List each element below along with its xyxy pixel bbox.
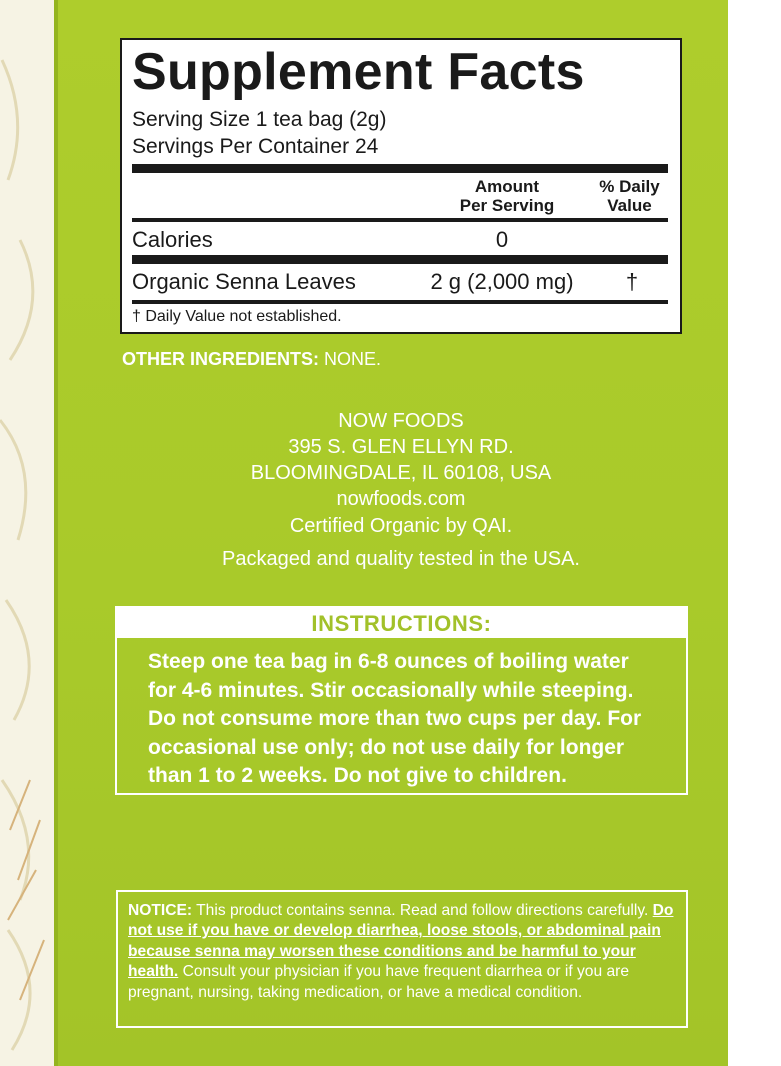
right-margin — [728, 0, 781, 1066]
instructions-line: occasional use only; do not use daily for longer — [148, 735, 625, 759]
notice-label: NOTICE: — [128, 902, 193, 919]
amount-header: Amount Per Serving — [459, 177, 555, 215]
notice-text-consult: Consult your physician if you have frequent diarrhea or if you are pregnant, nursing, taking medication, or have a medical condition. — [128, 963, 629, 1001]
company-name: NOW FOODS — [338, 410, 464, 432]
facts-footnote: † Daily Value not established. — [132, 308, 342, 325]
bottom-divider — [132, 300, 668, 304]
instructions-box — [115, 606, 688, 795]
facts-title: Supplement Facts — [132, 43, 585, 101]
row-calories-label: Calories — [132, 227, 213, 252]
row-senna-label: Organic Senna Leaves — [132, 269, 356, 294]
company-street: 395 S. GLEN ELLYN RD. — [288, 436, 514, 458]
notice-box — [116, 890, 688, 1028]
calories-divider — [132, 255, 668, 264]
header-divider — [132, 218, 668, 222]
notice-text-intro: This product contains senna. Read and follow directions carefully. — [192, 902, 653, 919]
other-ingredients-label: OTHER INGREDIENTS: — [122, 349, 320, 369]
instructions-line: for 4-6 minutes. Stir occasionally while steeping. — [148, 678, 634, 702]
instructions-line: Steep one tea bag in 6-8 ounces of boiling water — [148, 650, 629, 673]
company-address — [120, 408, 682, 512]
thick-divider — [132, 164, 668, 173]
packaged-statement: Packaged and quality tested in the USA. — [221, 548, 580, 570]
notice-warning: Do not use if you have or develop diarrhea, loose stools, or abdominal pain because senna may worsen these conditions and be harmful to your health. — [128, 902, 674, 981]
instructions-line: Do not consume more than two cups per day. For — [148, 707, 642, 730]
left-box-edge — [0, 0, 58, 1066]
company-website: nowfoods.com — [336, 488, 466, 510]
decorative-leaf-pattern — [0, 0, 58, 1066]
instructions-line: than 1 to 2 weeks. Do not give to children. — [148, 764, 567, 787]
notice-text — [128, 901, 680, 1003]
daily-value-header: % Daily Value — [599, 177, 660, 215]
instructions-heading: INSTRUCTIONS: — [117, 608, 686, 638]
other-ingredients-value: NONE. — [319, 349, 382, 369]
company-city: BLOOMINGDALE, IL 60108, USA — [250, 462, 552, 484]
row-calories-amount: 0 — [495, 227, 509, 252]
serving-size: Serving Size 1 tea bag (2g) — [132, 108, 387, 131]
panel-fold — [54, 0, 58, 1066]
supplement-facts-panel — [120, 38, 682, 334]
other-ingredients — [122, 349, 381, 370]
servings-per-container: Servings Per Container 24 — [132, 135, 379, 158]
certified-organic: Certified Organic by QAI. — [289, 515, 513, 537]
instructions-body — [148, 648, 678, 791]
row-senna-amount: 2 g (2,000 mg) — [430, 269, 574, 294]
row-senna-dv: † — [625, 269, 639, 294]
